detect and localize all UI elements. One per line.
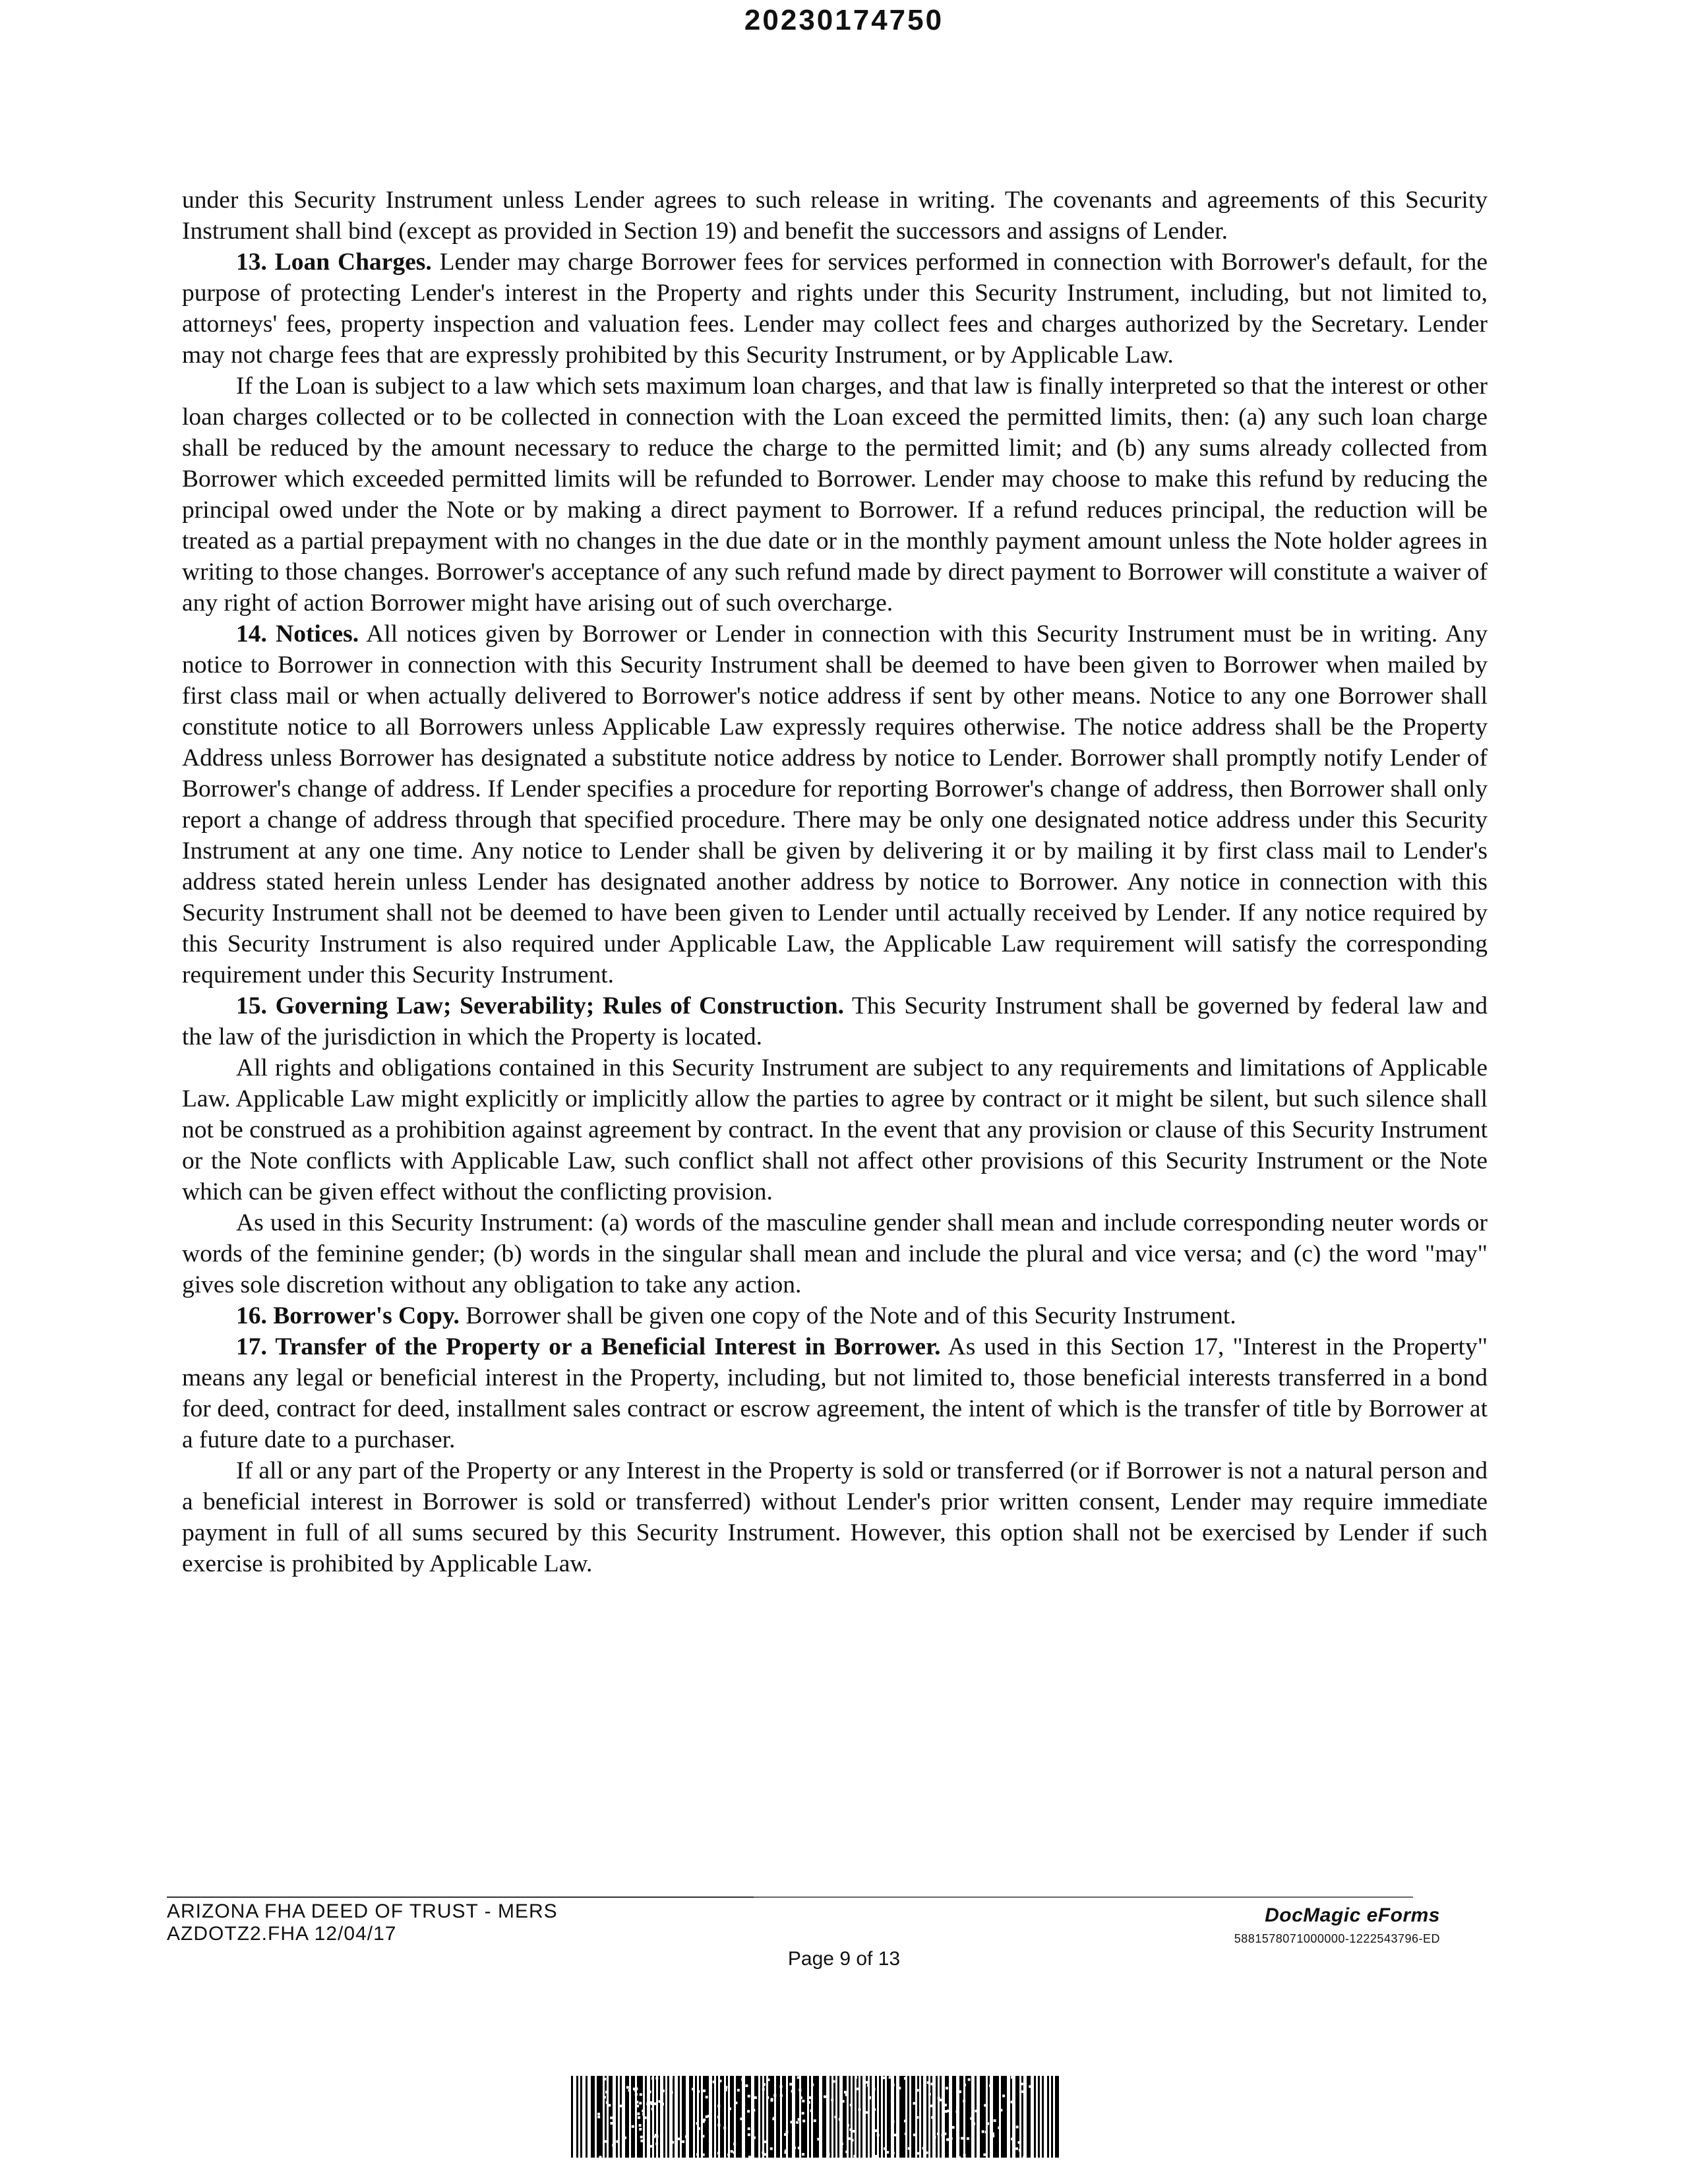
section-15-paragraph-2: All rights and obligations contained in this Security Instrument are subject to any requirements and limitations of Applicable Law. Applicable Law might explicitly or implicitly allow the parties to agree by contract or it might be silent, but such silence shall not be construed as a prohibition against agreement by contract. In the event that any provision or clause of this Security Instrument or the Note conflicts with Applicable Law, such conflict shall not affect other provisions of this Security Instrument or the Note which can be given effect without the conflicting provision.	[182, 1054, 1488, 1205]
docmagic-logo: DocMagic eForms	[1265, 1904, 1440, 1926]
section-17-text: As used in this Section 17, "Interest in the Property" means any legal or beneficial interest in the Property, including, but not limited to, those beneficial interests transferred in a bond for deed, contract for deed, installment sales contract or escrow agreement, the intent of which is the transfer of title by Borrower at a future date to a purchaser.	[182, 1333, 1488, 1453]
form-id: AZDOTZ2.FHA 12/04/17	[167, 1923, 397, 1945]
section-15-paragraph-3: As used in this Security Instrument: (a) words of the masculine gender shall mean and include corresponding neuter words or words of the feminine gender; (b) words in the singular shall mean and include the plural and vice versa; and (c) the word "may" gives sole discretion without any obligation to take any action.	[182, 1209, 1488, 1298]
section-14-heading: 14. Notices.	[236, 621, 359, 648]
section-16-text: Borrower shall be given one copy of the Note and of this Security Instrument.	[466, 1302, 1236, 1329]
section-14-text: All notices given by Borrower or Lender in connection with this Security Instrument must be in writing. Any notice to Borrower in connection with this Security Instrument shall be deemed to have been given to Borrower when mailed by first class mail or when actually delivered to Borrower's notice address if sent by other means. Notice to any one Borrower shall constitute notice to all Borrowers unless Applicable Law expressly requires otherwise. The notice address shall be the Property Address unless Borrower has designated a substitute notice address by notice to Lender. Borrower shall promptly notify Lender of Borrower's change of address. If Lender specifies a procedure for reporting Borrower's change of address, then Borrower shall only report a change of address through that specified procedure. There may be only one designated notice address under this Security Instrument at any one time. Any notice to Lender shall be given by delivering it or by mailing it by first class mail to Lender's address stated herein unless Lender has designated another address by notice to Borrower. Any notice in connection with this Security Instrument shall not be deemed to have been given to Lender until actually received by Lender. If any notice required by this Security Instrument is also required under Applicable Law, the Applicable Law requirement will satisfy the corresponding requirement under this Security Instrument.	[182, 621, 1488, 988]
document-body	[182, 185, 1488, 1579]
section-16-heading: 16. Borrower's Copy.	[236, 1302, 460, 1329]
section-15-heading: 15. Governing Law; Severability; Rules of Construction.	[236, 992, 844, 1019]
paragraph-continuation: under this Security Instrument unless Lender agrees to such release in writing. The covenants and agreements of this Security Instrument shall bind (except as provided in Section 19) and benefit the successors and assigns of Lender.	[182, 187, 1488, 245]
form-code: 5881578071000000-1222543796-ED	[1234, 1932, 1440, 1945]
footer-divider-right	[754, 1896, 1413, 1898]
barcode-icon	[571, 2076, 1059, 2158]
section-13-heading: 13. Loan Charges.	[236, 249, 432, 276]
section-14-notices	[182, 619, 1488, 990]
section-17-transfer	[182, 1331, 1488, 1455]
document-number: 20230174750	[744, 4, 944, 36]
footer-brand-block	[1121, 1904, 1440, 1946]
footer-divider-left	[167, 1896, 754, 1898]
section-13-loan-charges	[182, 247, 1488, 371]
section-15-governing-law	[182, 990, 1488, 1052]
page-number: Page 9 of 13	[787, 1948, 901, 1970]
section-17-paragraph-2: If all or any part of the Property or any Interest in the Property is sold or transferred (or if Borrower is not a natural person and a beneficial interest in Borrower is sold or transferred) without Lender's prior written consent, Lender may require immediate payment in full of all sums secured by this Security Instrument. However, this option shall not be exercised by Lender if such exercise is prohibited by Applicable Law.	[182, 1457, 1488, 1577]
section-17-heading: 17. Transfer of the Property or a Beneficial Interest in Borrower.	[236, 1333, 941, 1360]
footer-form-info	[167, 1900, 558, 1945]
form-title: ARIZONA FHA DEED OF TRUST - MERS	[167, 1900, 558, 1922]
section-15-text: This Security Instrument shall be governed by federal law and the law of the jurisdiction in which the Property is located.	[182, 992, 1488, 1050]
section-13-text: Lender may charge Borrower fees for services performed in connection with Borrower's default, for the purpose of protecting Lender's interest in the Property and rights under this Security Instrument, including, but not limited to, attorneys' fees, property inspection and valuation fees. Lender may collect fees and charges authorized by the Secretary. Lender may not charge fees that are expressly prohibited by this Security Instrument, or by Applicable Law.	[182, 249, 1488, 369]
section-13-paragraph-2: If the Loan is subject to a law which sets maximum loan charges, and that law is finally interpreted so that the interest or other loan charges collected or to be collected in connection with the Loan exceed the permitted limits, then: (a) any such loan charge shall be reduced by the amount necessary to reduce the charge to the permitted limit; and (b) any sums already collected from Borrower which exceeded permitted limits will be refunded to Borrower. Lender may choose to make this refund by reducing the principal owed under the Note or by making a direct payment to Borrower. If a refund reduces principal, the reduction will be treated as a partial prepayment with no changes in the due date or in the monthly payment amount unless the Note holder agrees in writing to those changes. Borrower's acceptance of any such refund made by direct payment to Borrower will constitute a waiver of any right of action Borrower might have arising out of such overcharge.	[182, 373, 1488, 617]
section-16-borrowers-copy	[182, 1300, 1488, 1331]
